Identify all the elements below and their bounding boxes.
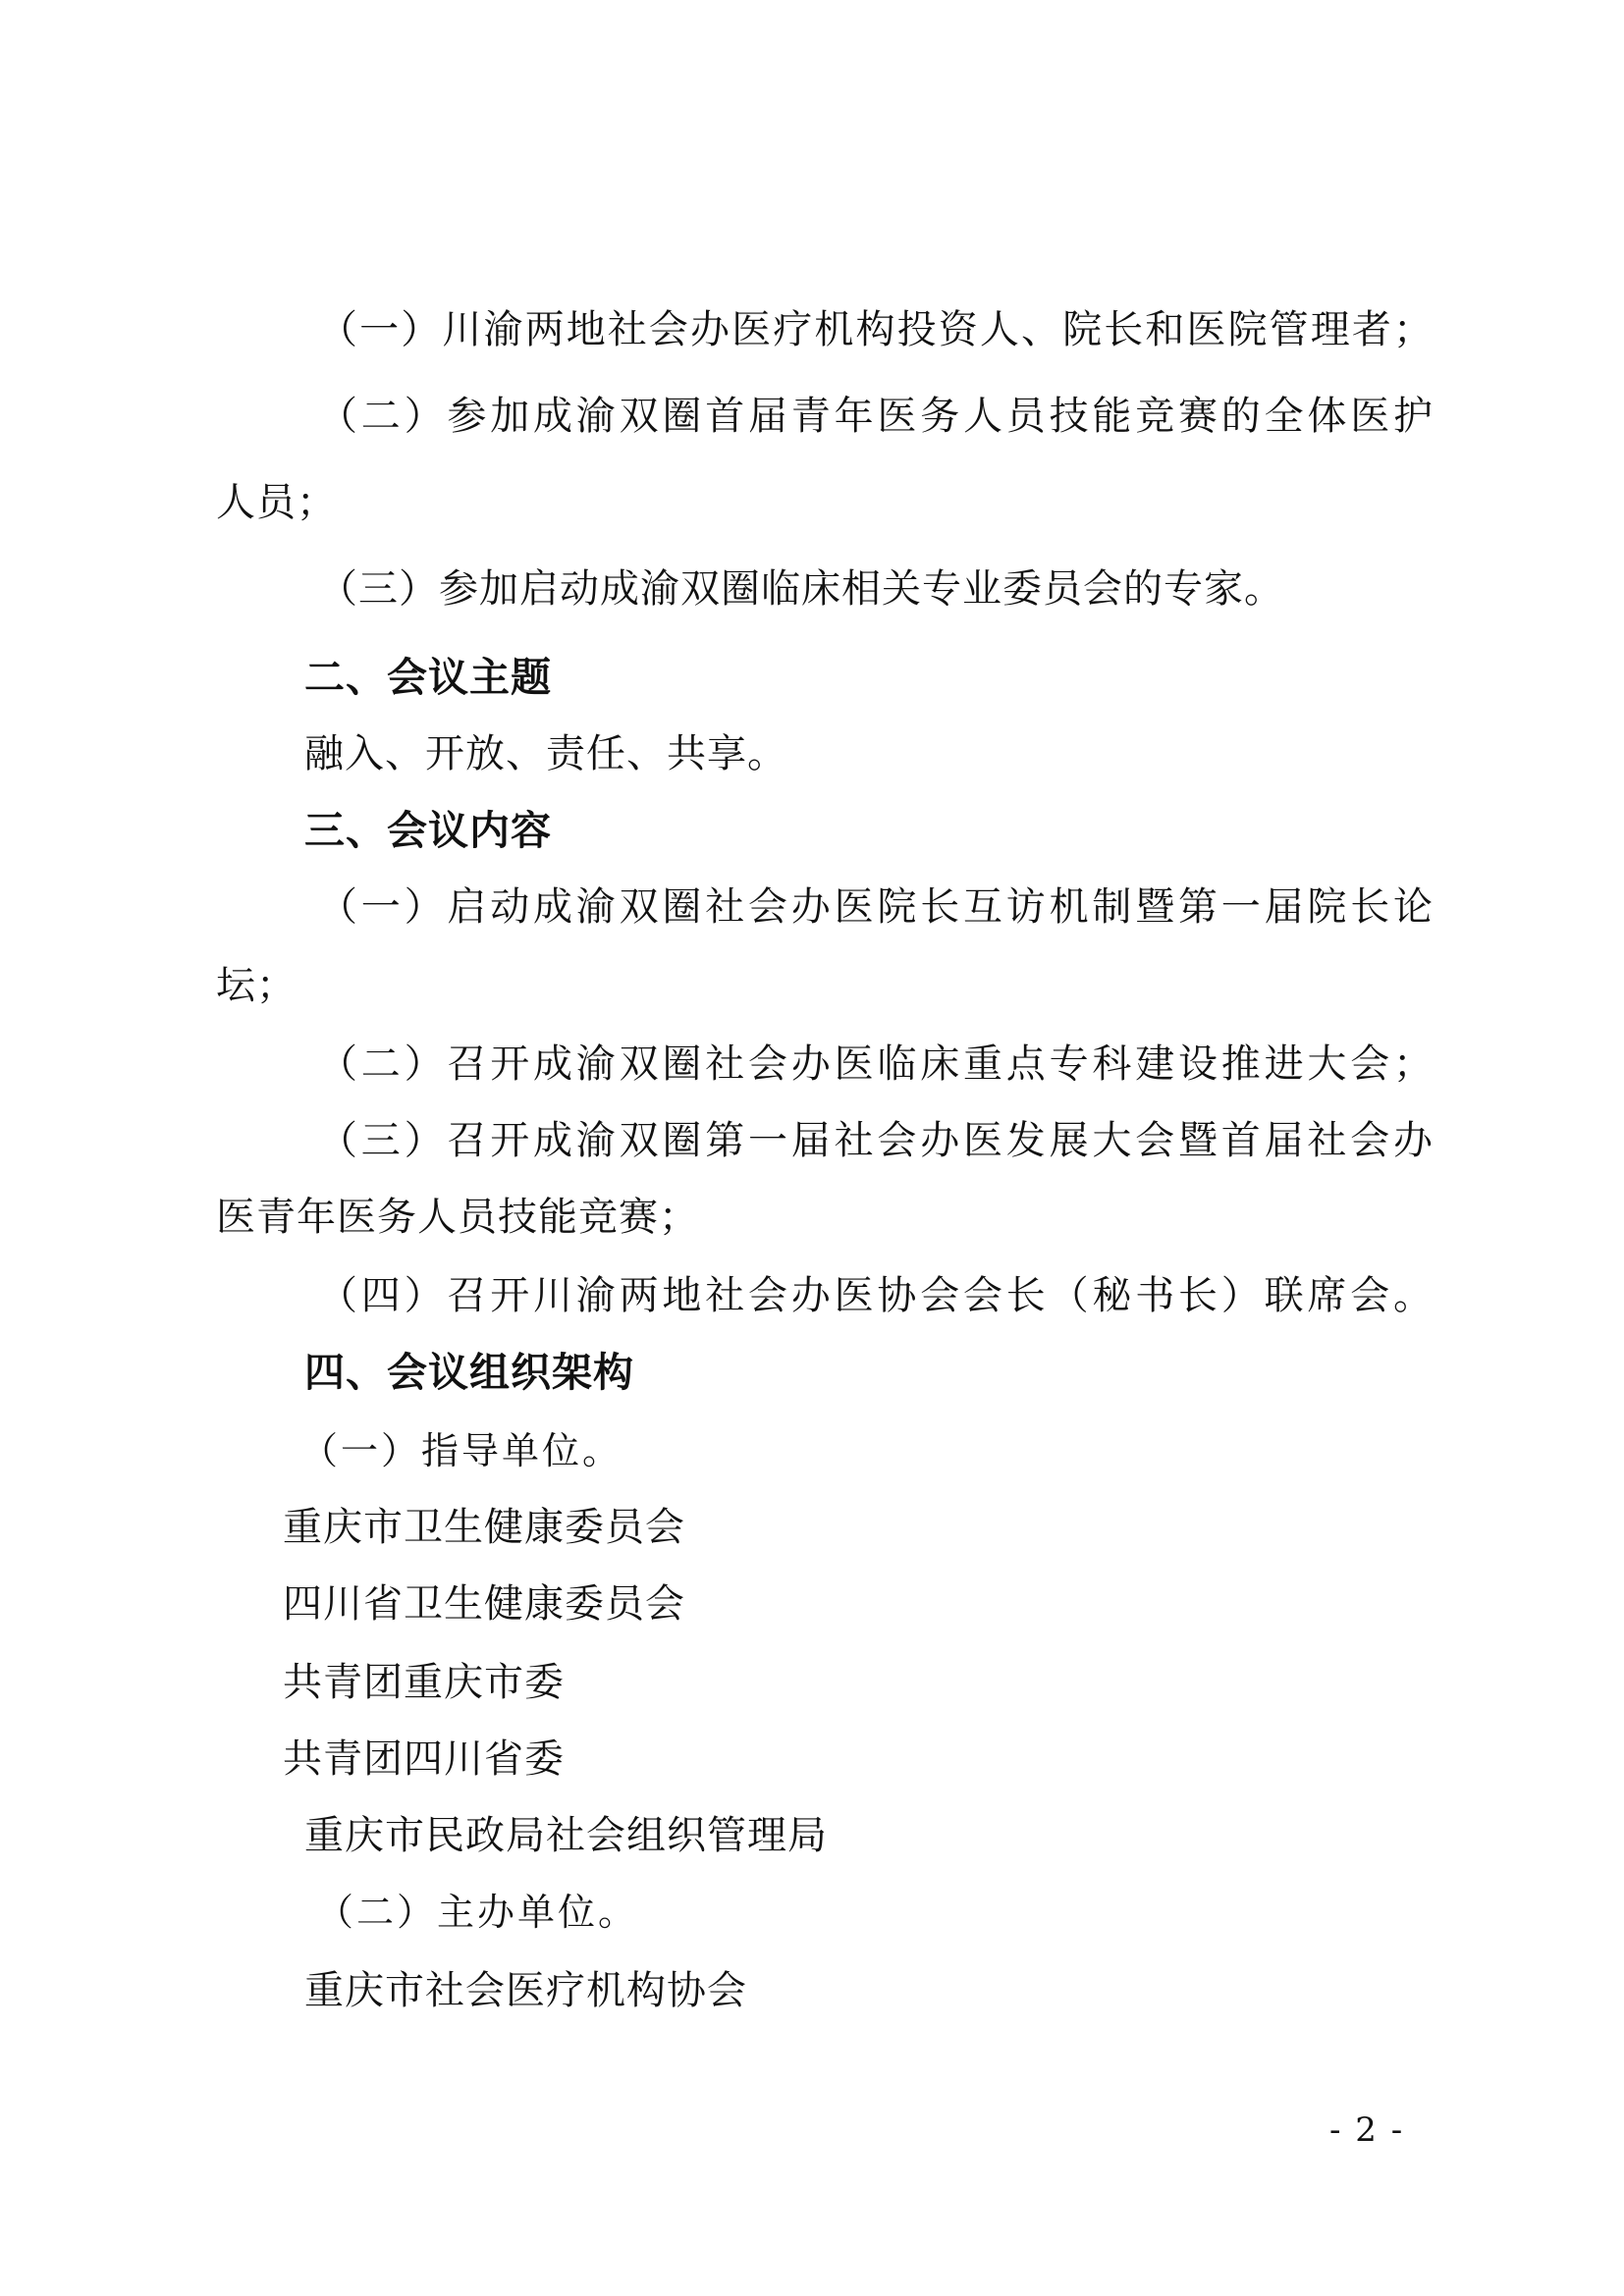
paragraph-line-6: 融入、开放、责任、共享。	[304, 731, 787, 776]
paragraph-line-8: （一）启动成渝双圈社会办医院长互访机制暨第一届院长论	[318, 884, 1434, 930]
organization-item-5: 重庆市民政局社会组织管理局	[304, 1813, 828, 1858]
paragraph-line-9: 坛；	[216, 963, 297, 1008]
organization-item-1: 重庆市卫生健康委员会	[283, 1505, 685, 1550]
organization-item-2: 四川省卫生健康委员会	[283, 1581, 685, 1627]
section-heading-content: 三、会议内容	[304, 807, 552, 854]
paragraph-line-1: （一）川渝两地社会办医疗机构投资人、院长和医院管理者；	[318, 307, 1434, 352]
paragraph-line-4: （三）参加启动成渝双圈临床相关专业委员会的专家。	[318, 566, 1284, 612]
paragraph-line-3: 人员；	[216, 480, 337, 525]
organization-item-4: 共青团四川省委	[283, 1736, 565, 1782]
organization-item-3: 共青团重庆市委	[283, 1660, 565, 1705]
page-number: - 2 -	[1329, 2110, 1405, 2150]
section-heading-theme: 二、会议主题	[304, 654, 552, 701]
subheading-guidance-units: （一）指导单位。	[300, 1429, 623, 1472]
organization-item-6: 重庆市社会医疗机构协会	[304, 1968, 747, 2013]
paragraph-line-11: （三）召开成渝双圈第一届社会办医发展大会暨首届社会办	[318, 1118, 1434, 1163]
paragraph-line-12: 医青年医务人员技能竞赛；	[216, 1195, 699, 1240]
paragraph-line-13: （四）召开川渝两地社会办医协会会长（秘书长）联席会。	[318, 1273, 1434, 1318]
section-heading-organization: 四、会议组织架构	[304, 1349, 634, 1396]
paragraph-line-2: （二）参加成渝双圈首届青年医务人员技能竞赛的全体医护	[318, 394, 1434, 439]
subheading-host-units: （二）主办单位。	[316, 1891, 639, 1934]
paragraph-line-10: （二）召开成渝双圈社会办医临床重点专科建设推进大会；	[318, 1041, 1434, 1087]
